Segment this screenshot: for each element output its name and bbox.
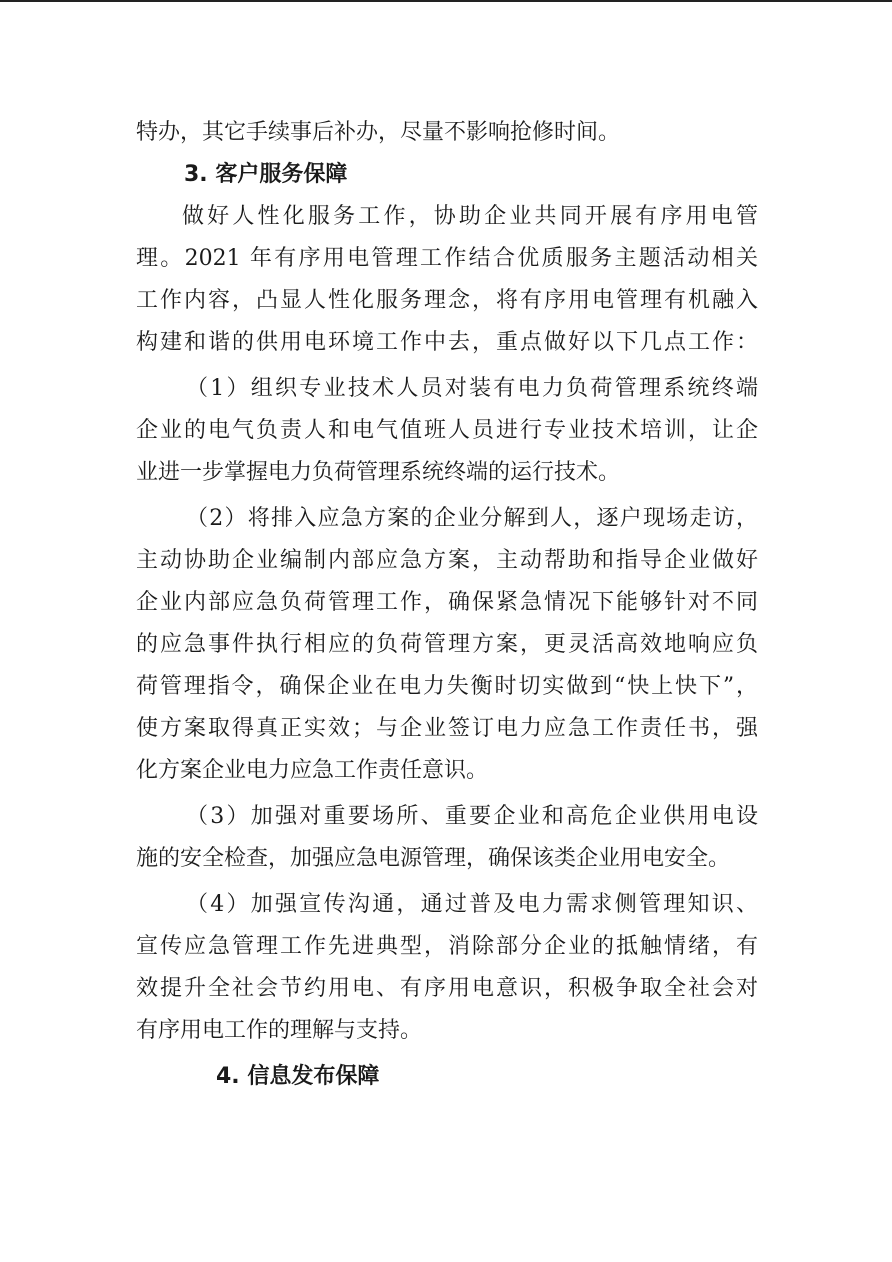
- paragraph-line: 的应急事件执行相应的负荷管理方案，更灵活高效地响应负: [136, 632, 758, 657]
- carryover-paragraph-line: 特办，其它手续事后补办，尽量不影响抢修时间。: [136, 120, 621, 145]
- paragraph-line: （2）将排入应急方案的企业分解到人，逐户现场走访，: [186, 506, 758, 531]
- paragraph-line: 工作内容，凸显人性化服务理念，将有序用电管理有机融入: [136, 288, 758, 313]
- paragraph-line: 施的安全检查，加强应急电源管理，确保该类企业用电安全。: [136, 846, 731, 871]
- paragraph-line: 有序用电工作的理解与支持。: [136, 1018, 423, 1043]
- paragraph-line: 荷管理指令，确保企业在电力失衡时切实做到“快上快下”，: [136, 674, 758, 699]
- paragraph-line: 企业内部应急负荷管理工作，确保紧急情况下能够针对不同: [136, 590, 758, 615]
- document-page: [136, 112, 758, 1098]
- paragraph-line: 业进一步掌握电力负荷管理系统终端的运行技术。: [136, 460, 621, 485]
- paragraph-line: 效提升全社会节约用电、有序用电意识，积极争取全社会对: [136, 976, 758, 1001]
- list-item-4: [136, 884, 758, 1052]
- paragraph-line: 化方案企业电力应急工作责任意识。: [136, 758, 489, 783]
- paragraph-line: 宣传应急管理工作先进典型，消除部分企业的抵触情绪，有: [136, 934, 758, 959]
- paragraph-line: 主动协助企业编制内部应急方案，主动帮助和指导企业做好: [136, 548, 758, 573]
- paragraph-line: （1）组织专业技术人员对装有电力负荷管理系统终端: [186, 376, 758, 401]
- paragraph-line: （4）加强宣传沟通，通过普及电力需求侧管理知识、: [186, 892, 758, 917]
- list-item-2: [136, 498, 758, 792]
- paragraph-line: 企业的电气负责人和电气值班人员进行专业技术培训，让企: [136, 418, 758, 443]
- list-item-1: [136, 368, 758, 494]
- page-top-border: [0, 0, 892, 2]
- paragraph-line: 构建和谐的供用电环境工作中去，重点做好以下几点工作：: [136, 330, 758, 355]
- paragraph-line: 理。2021 年有序用电管理工作结合优质服务主题活动相关: [136, 246, 758, 271]
- paragraph-line: 做好人性化服务工作，协助企业共同开展有序用电管: [182, 204, 758, 229]
- paragraph-line: 使方案取得真正实效；与企业签订电力应急工作责任书，强: [136, 716, 758, 741]
- list-item-3: [136, 796, 758, 880]
- paragraph-line: （3）加强对重要场所、重要企业和高危企业供用电设: [186, 804, 758, 829]
- section-3-heading: 3. 客户服务保障: [184, 162, 348, 187]
- section-4-heading: 4. 信息发布保障: [216, 1064, 380, 1089]
- section-3-intro-paragraph: [136, 196, 758, 364]
